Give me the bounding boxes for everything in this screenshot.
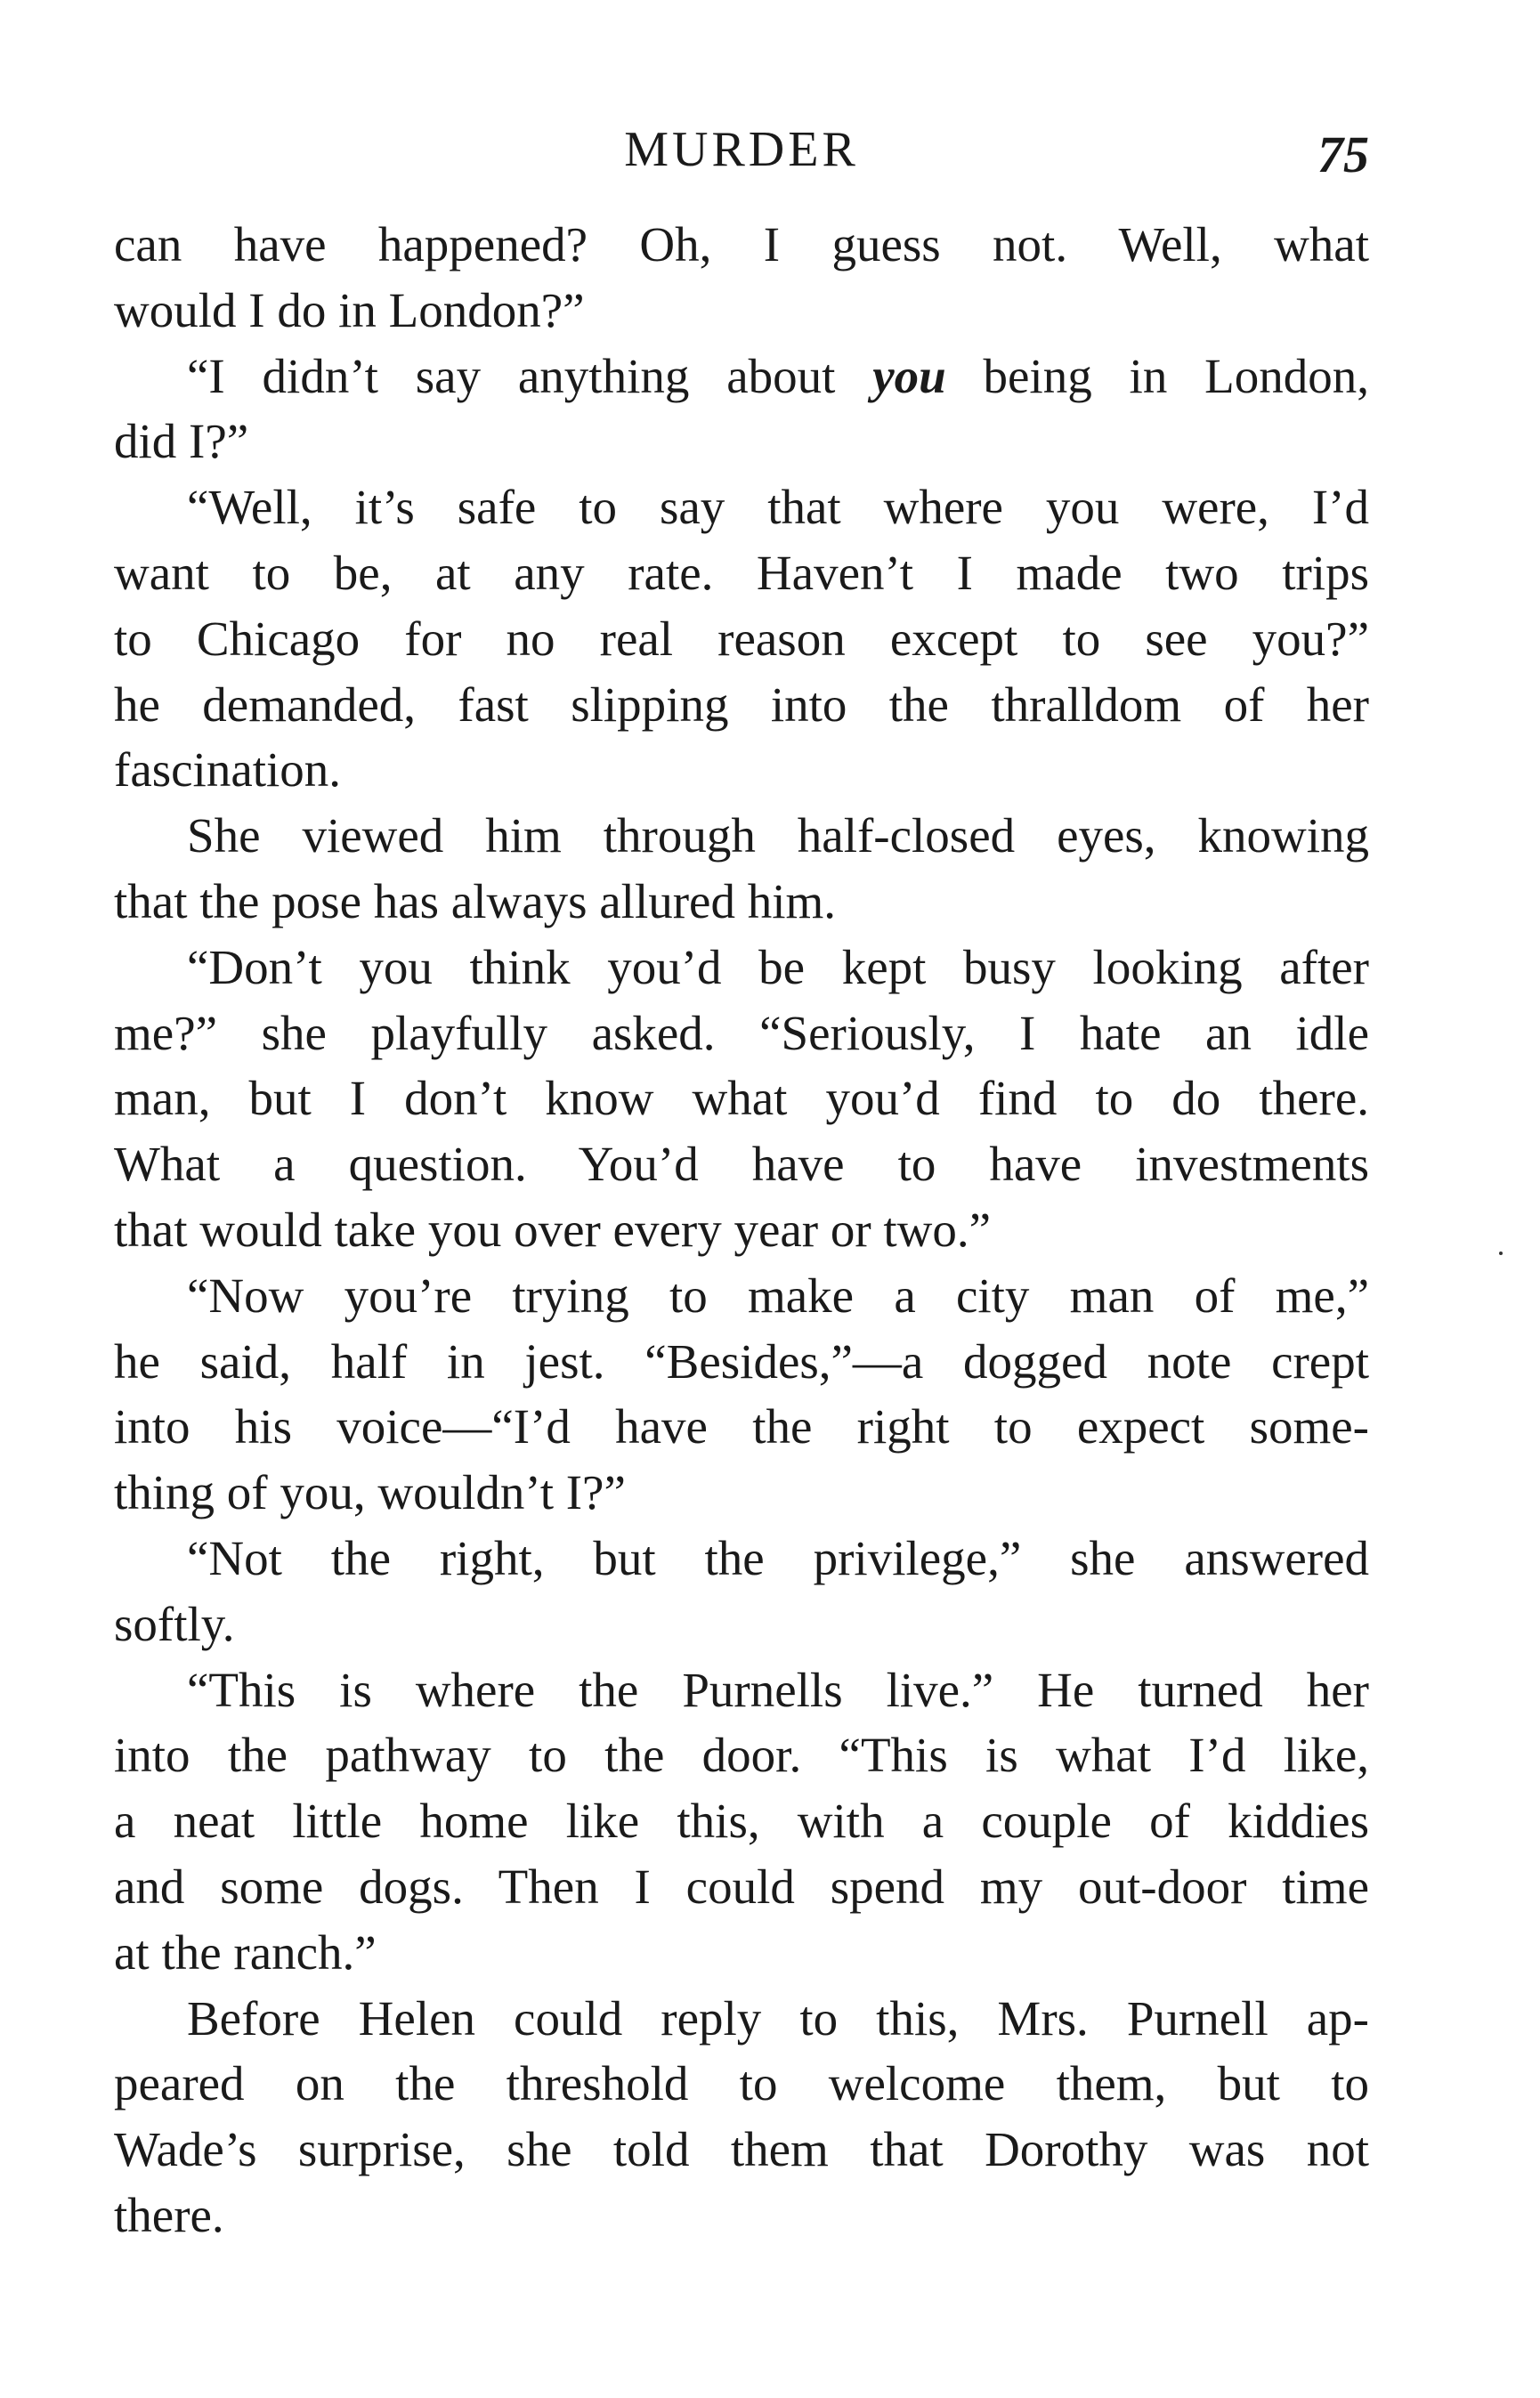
text-line: man, but I don’t know what you’d find to do there. (114, 1071, 1369, 1126)
text-line: me?” she playfully asked. “Seriously, I hate an idle (114, 1005, 1369, 1060)
text-line: can have happened? Oh, I guess not. Well, what (114, 217, 1369, 271)
text-line: and some dogs. Then I could spend my out-door time (114, 1859, 1369, 1914)
running-head (114, 114, 1369, 185)
text-line: “Well, it’s safe to say that where you were, I’d (187, 480, 1369, 535)
text-line: there. (114, 2187, 224, 2242)
text-line: “Not the right, but the privilege,” she answered (187, 1530, 1369, 1585)
text-line: into the pathway to the door. “This is what I’d like, (114, 1728, 1369, 1783)
text-line: did I?” (114, 414, 249, 469)
body-text (114, 212, 1369, 2248)
text-line: thing of you, wouldn’t I?” (114, 1465, 626, 1520)
text-line: softly. (114, 1596, 235, 1651)
text-line: would I do in London?” (114, 282, 585, 337)
text-line: “This is where the Purnells live.” He turned her (187, 1662, 1369, 1717)
text-line: want to be, at any rate. Haven’t I made two trips (114, 545, 1369, 600)
text-line: that would take you over every year or two.” (114, 1202, 992, 1257)
text-line: “Now you’re trying to make a city man of me,” (187, 1268, 1369, 1323)
text-line: What a question. You’d have to have investments (114, 1137, 1369, 1192)
text-line: to Chicago for no real reason except to see you?” (114, 611, 1369, 666)
margin-speck (1499, 1252, 1503, 1255)
text-line-part: being in London, (945, 348, 1369, 403)
text-line: peared on the threshold to welcome them, but to (114, 2056, 1369, 2111)
text-line: She viewed him through half-closed eyes, knowing (187, 808, 1369, 863)
page-number: 75 (1317, 126, 1369, 183)
text-line (114, 344, 1369, 409)
text-line: he demanded, fast slipping into the thralldom of her (114, 676, 1369, 732)
text-line: a neat little home like this, with a couple of kiddies (114, 1794, 1369, 1849)
text-line: that the pose has always allured him. (114, 873, 837, 928)
emphasized-word: you (872, 348, 946, 403)
text-line: into his voice—“I’d have the right to expect some- (114, 1399, 1369, 1454)
text-line: at the ranch.” (114, 1924, 377, 1980)
text-line: “Don’t you think you’d be kept busy looking after (187, 939, 1369, 994)
text-line: Wade’s surprise, she told them that Dorothy was not (114, 2122, 1369, 2177)
running-title: MURDER (624, 122, 859, 177)
text-line: fascination. (114, 742, 342, 798)
text-line-part: “I didn’t say anything about (187, 348, 873, 403)
text-line: he said, half in jest. “Besides,”—a dogged note crept (114, 1333, 1369, 1389)
text-line: Before Helen could reply to this, Mrs. Purnell ap- (187, 1990, 1369, 2046)
